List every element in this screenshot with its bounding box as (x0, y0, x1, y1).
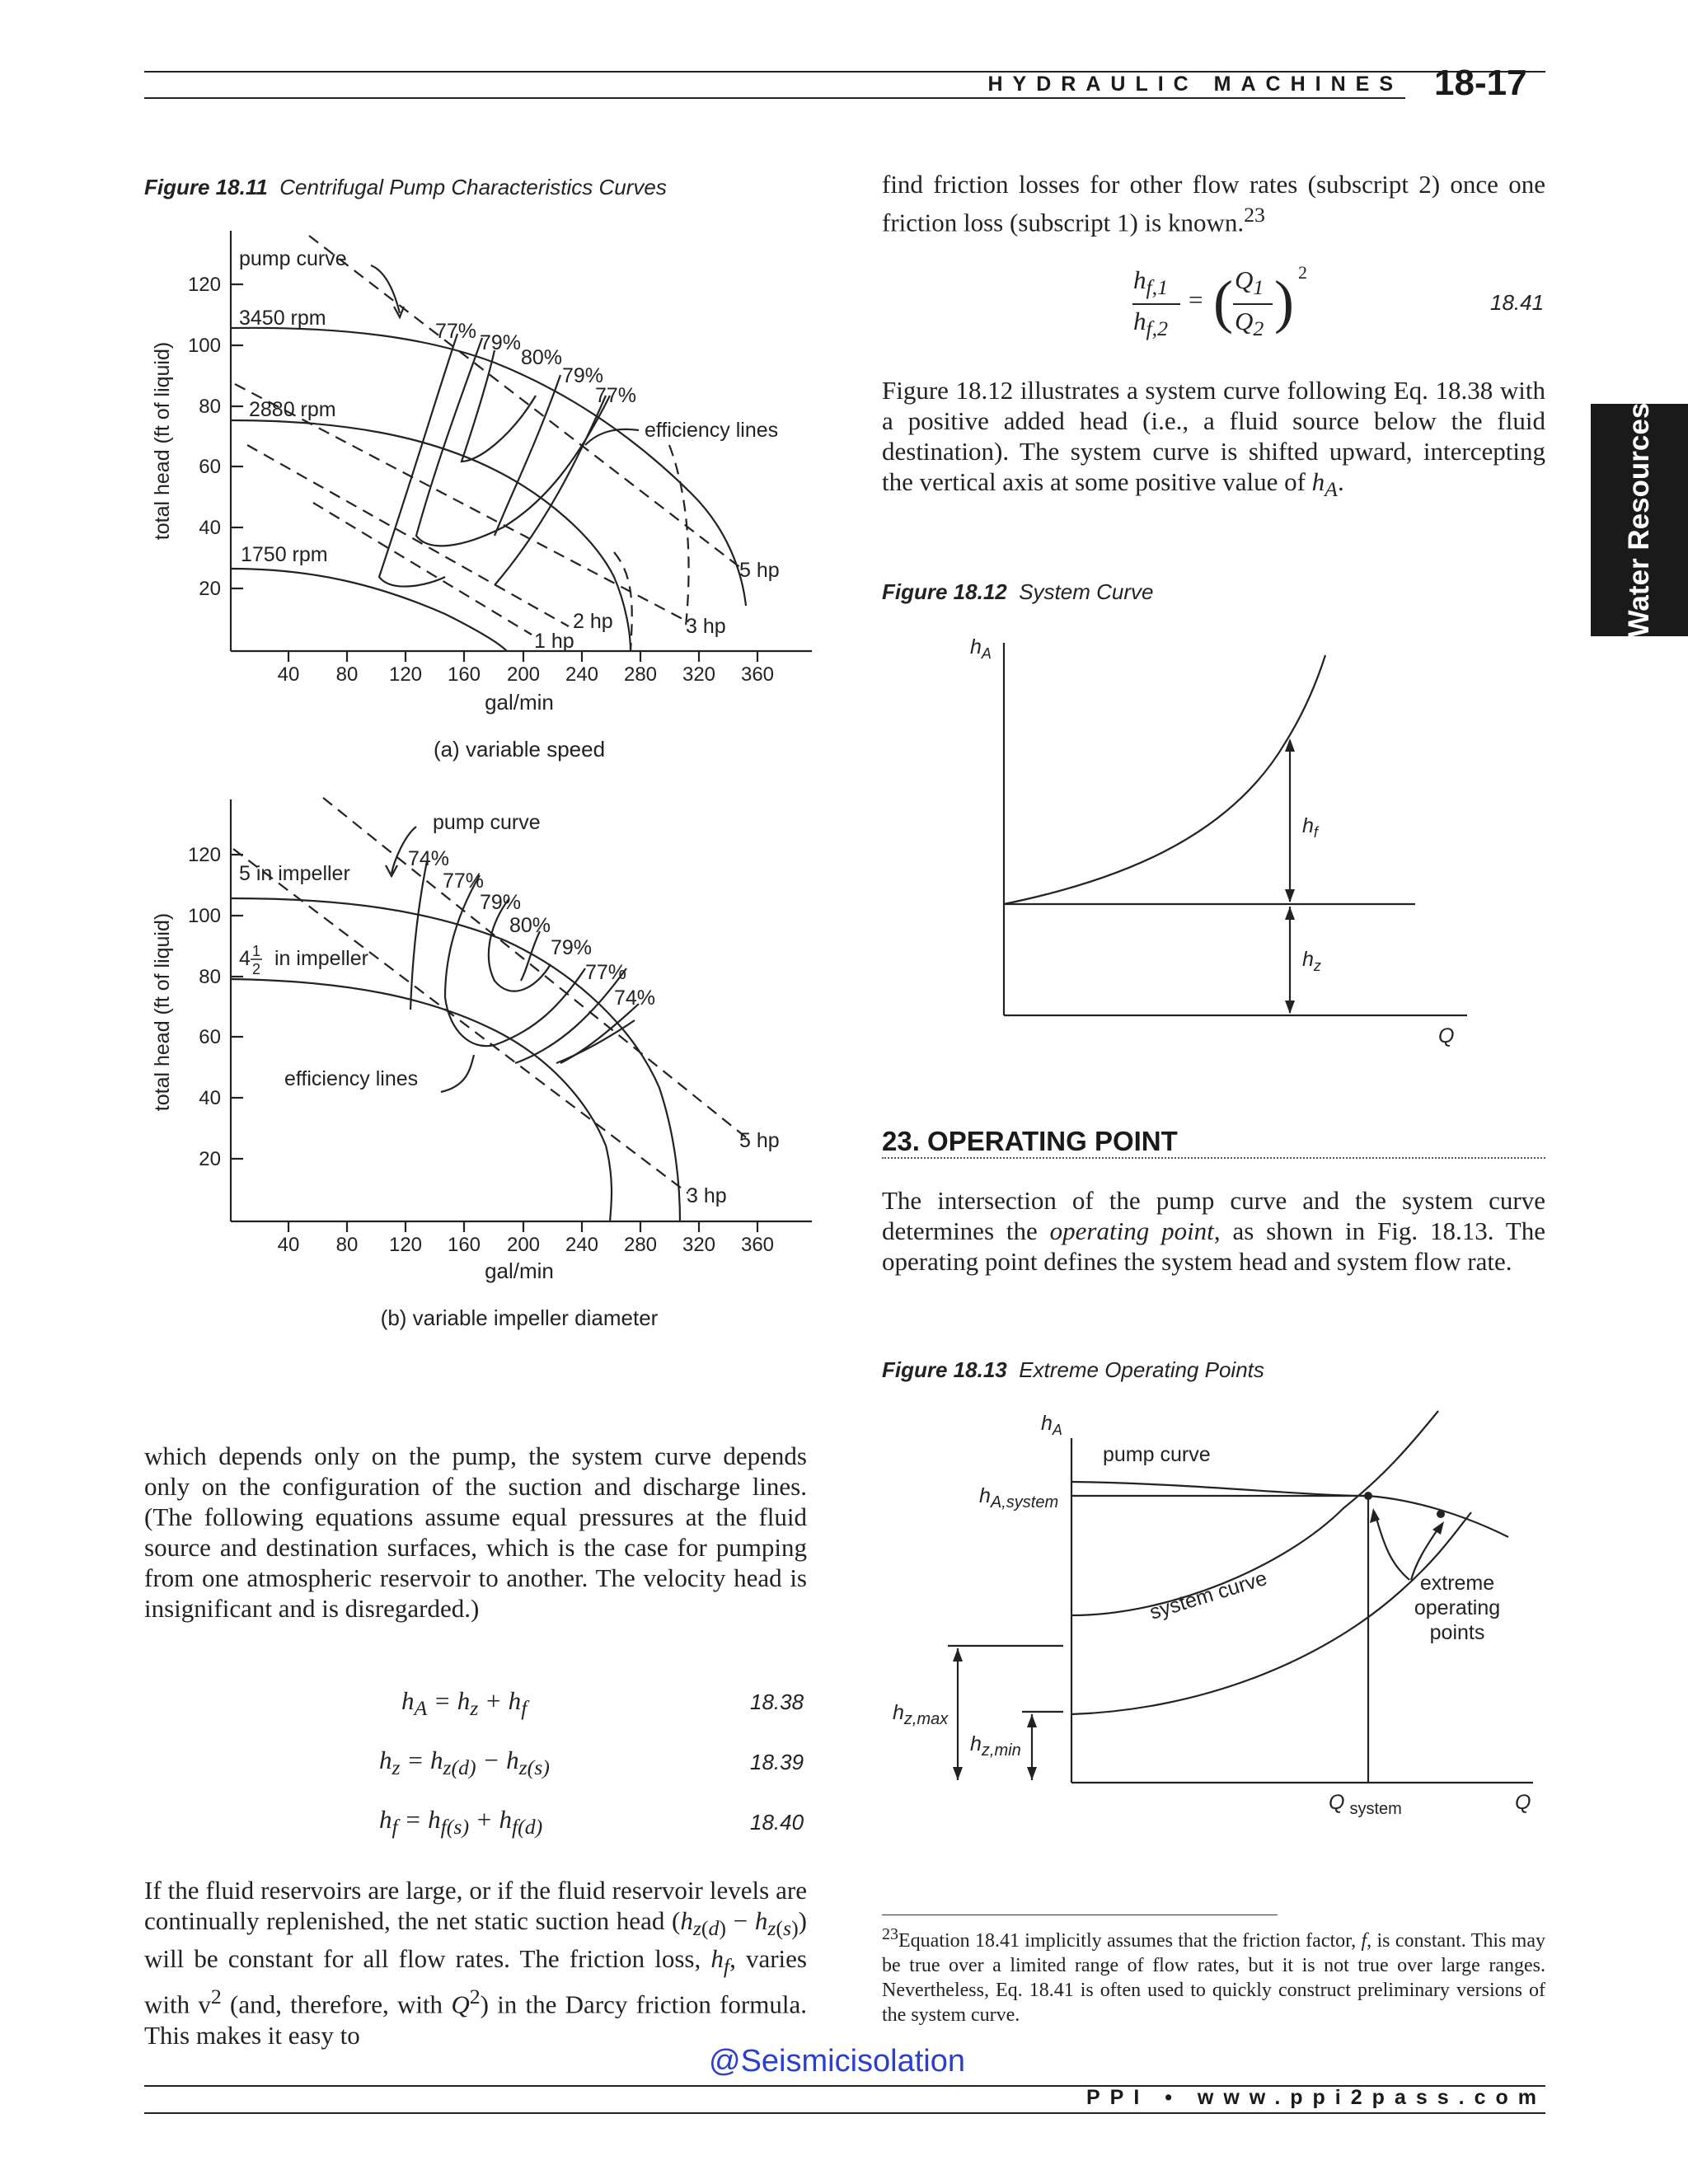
footnote-ref[interactable]: 23 (1244, 203, 1265, 227)
figure-18-13-chart (886, 1405, 1545, 1821)
label-2-hp: 2 hp (573, 610, 613, 633)
equation-18-41: $h_{f,1}$ $h_{f,2}$ = ( $Q_1$ $Q_2$ ) 2 (1133, 262, 1307, 341)
label-eff-74b: 74% (614, 987, 656, 1010)
text-run: (and, therefore, with (221, 1990, 452, 2019)
text-run: z,min (981, 1741, 1021, 1760)
x-tick-label: 160 (447, 663, 481, 686)
text-run: Q (1329, 1791, 1345, 1814)
x-tick-label: 360 (740, 663, 775, 686)
header-rule-bottom (144, 97, 1405, 99)
text-run: h (970, 1732, 982, 1755)
label-5-hp: 5 hp (739, 559, 780, 582)
right-paragraph-2: Figure 18.12 illustrates a system curve following Eq. 18.38 with a positive added head (i.e., a fluid source below the fluid destination). The system curve is shifted upward, intercepting the vertical axis at some positive value of $h_A$. (882, 376, 1545, 502)
label-extreme-1: extreme (1419, 1572, 1495, 1595)
pump-curve (1071, 1482, 1508, 1537)
text-run: h (970, 635, 982, 658)
figure-title: Centrifugal Pump Characteristics Curves (279, 175, 667, 199)
text-run: Equation 18.41 implicitly assumes that the friction factor, (898, 1930, 1362, 1952)
label-4-5-whole: 4 (239, 947, 251, 970)
text-run: h (979, 1484, 991, 1507)
text-run: If the fluid reservoirs are large, or if the fluid reservoir levels are continually replenished, the net static suction head ( (144, 1876, 807, 1935)
label-2880-rpm: 2880 rpm (249, 398, 336, 421)
x-tick-label: 240 (565, 663, 599, 686)
curve-2880-rpm (231, 420, 631, 651)
figure-18-12-caption (882, 579, 1153, 605)
eff-77-left (379, 334, 457, 587)
x-tick-label: 200 (506, 1234, 541, 1256)
text-run: ) in the Darcy friction formula. This makes it easy to (144, 1990, 807, 2050)
y-tick-label: 20 (199, 1148, 221, 1170)
label-system-curve: system curve (1146, 1566, 1270, 1624)
figure-label: Figure 18.13 (882, 1357, 1007, 1382)
x-tick-label: 40 (277, 1234, 300, 1256)
text-run: Figure 18.12 illustrates a system curve following Eq. 18.38 with a positive added head (i.e., a fluid source below the fluid destination). The system curve is shifted upward, intercepting the vertical axis at some positive value of (882, 376, 1545, 496)
label-3450-rpm: 3450 rpm (239, 307, 326, 330)
x-tick-label: 320 (682, 663, 716, 686)
text-run: f (1361, 1930, 1367, 1952)
y-axis-label: total head (ft of liquid) (151, 341, 174, 541)
figure-18-11-caption (144, 175, 667, 200)
curve-1750-rpm (231, 569, 507, 651)
y-tick-label: 120 (187, 274, 221, 296)
text-run: A (981, 645, 992, 662)
label-eff-77b: 77% (595, 384, 637, 407)
pump-curve-arrow (371, 265, 400, 313)
left-paragraph-2: If the fluid reservoirs are large, or if the fluid reservoir levels are continually replenished, the net static suction head $(h_{z(d)} - h_{z(s)})$ will be constant for all flow rates. The friction loss, $h_f$, varies with $v^2$ (and, therefore, with $Q^2$) in the Darcy friction formula. This makes it easy to (144, 1876, 807, 2050)
system-curve (1004, 655, 1325, 904)
x-axis-label: gal/min (485, 690, 554, 715)
label-3-hp: 3 hp (686, 615, 726, 638)
panel-a-caption: (a) variable speed (433, 737, 606, 762)
label-hz (1302, 948, 1321, 974)
footer-publisher[interactable]: PPI • www.ppi2pass.com (1085, 2086, 1546, 2109)
label-eff-79b: 79% (551, 936, 593, 959)
y-axis-label: total head (ft of liquid) (151, 912, 174, 1112)
curve-4-5-in-impeller (231, 979, 612, 1221)
text-run: system (1349, 1800, 1402, 1818)
text-run: , is constant. This may be true over a limited range of flow rates, but it is not true over large ranges. Nevertheless, Eq. 18.41 is often used to quickly construct preliminary versions of the system curve. (882, 1930, 1546, 2026)
operating-point-2 (1437, 1510, 1445, 1518)
label-extreme-2: operating (1414, 1596, 1501, 1619)
hp-line-5 (309, 236, 742, 569)
text-run: h (1302, 948, 1314, 971)
right-paragraph-1 (882, 169, 1545, 237)
label-eff-79b: 79% (562, 364, 604, 387)
text-run: f (1313, 824, 1318, 841)
x-tick-label: 80 (335, 1234, 359, 1256)
y-tick-label: 80 (199, 966, 221, 988)
figure-title: System Curve (1019, 579, 1154, 604)
text-run: z,max (903, 1710, 949, 1728)
y-tick-label: 40 (199, 1087, 221, 1109)
equation-18-38: $h_A = h_z + h_f$ (401, 1686, 528, 1721)
figure-18-12-chart (964, 630, 1475, 1063)
x-tick-label: 280 (623, 663, 658, 686)
text-run: operating point (1049, 1216, 1214, 1245)
label-eff-80: 80% (521, 346, 563, 369)
label-4-5-den: 2 (252, 961, 261, 977)
label-5-in-impeller: 5 in impeller (239, 862, 350, 885)
figure-18-11b-chart (140, 791, 824, 1335)
figure-label: Figure 18.11 (144, 175, 268, 199)
operating-point-1 (1364, 1492, 1372, 1500)
footer-rule-bottom (144, 2112, 1545, 2114)
text-run: A (1052, 1422, 1062, 1438)
y-tick-label: 120 (187, 844, 221, 866)
text-run: , as shown in Fig. 18.13. The operating point defines the system head and system flow rate. (882, 1216, 1545, 1276)
y-axis-label (1041, 1412, 1062, 1438)
x-tick-label: 80 (335, 663, 359, 686)
label-hf (1302, 814, 1320, 841)
label-eff-79a: 79% (480, 331, 522, 354)
label-eff-77a: 77% (435, 320, 477, 343)
side-tab-label: Water Resources (1623, 402, 1655, 638)
text-run: ) will be constant for all flow rates. The friction loss, (144, 1906, 807, 1974)
text-run: A,system (990, 1493, 1059, 1511)
running-title: HYDRAULIC MACHINES (987, 73, 1403, 96)
y-tick-label: 20 (199, 578, 221, 600)
label-4-5-text: in impeller (274, 947, 368, 970)
figure-18-11a-chart (140, 223, 824, 766)
hp-line-1 (313, 503, 532, 635)
x-tick-label: 280 (623, 1234, 658, 1256)
y-axis-label (970, 635, 992, 662)
right-paragraph-3 (882, 1185, 1545, 1277)
label-efficiency-lines: efficiency lines (645, 419, 779, 442)
left-paragraph-1: which depends only on the pump, the system curve depends only on the configuration of the suction and discharge lines. (The following equations assume equal pressures at the fluid source and destination surfaces, which is the case for pumping from one atmospheric reservoir to another. The velocity head is insignificant and is disregarded.) (144, 1441, 807, 1623)
equation-18-40: $h_f = h_{f(s)} + h_{f(d)}$ (379, 1805, 543, 1840)
label-hz-max (893, 1701, 949, 1728)
x-axis-label: Q (1515, 1791, 1531, 1814)
x-tick-label: 320 (682, 1234, 716, 1256)
label-1750-rpm: 1750 rpm (241, 543, 328, 566)
figure-title: Extreme Operating Points (1019, 1357, 1264, 1382)
label-eff-77a: 77% (443, 869, 485, 893)
text-run: , varies with v (144, 1944, 807, 2019)
y-tick-label: 100 (187, 335, 221, 357)
label-efficiency-lines: efficiency lines (284, 1067, 419, 1090)
label-eff-79a: 79% (480, 891, 522, 914)
equation-18-39: $h_z = h_{z(d)} - h_{z(s)}$ (379, 1746, 550, 1780)
equation-number: 18.38 (750, 1690, 804, 1714)
figure-label: Figure 18.12 (882, 579, 1007, 604)
equation-number: 18.39 (750, 1750, 804, 1774)
section-rule (882, 1157, 1545, 1159)
label-4-5-num: 1 (252, 943, 261, 959)
x-axis-label: gal/min (485, 1258, 554, 1283)
x-tick-label: 120 (388, 663, 423, 686)
x-tick-label: 360 (740, 1234, 775, 1256)
label-extreme-3: points (1429, 1621, 1485, 1644)
x-tick-label: 200 (506, 663, 541, 686)
system-curve-lower (1071, 1512, 1471, 1714)
y-tick-label: 80 (199, 396, 221, 418)
label-pump-curve: pump curve (239, 247, 347, 270)
equation-number: 18.41 (1490, 290, 1545, 315)
label-pump-curve: pump curve (433, 811, 541, 834)
y-tick-label: 100 (187, 905, 221, 927)
figure-18-13-caption (882, 1357, 1264, 1383)
text-run: h (1041, 1412, 1053, 1435)
label-h-system (979, 1484, 1058, 1511)
text-run: find friction losses for other flow rates (subscript 2) once one friction loss (subscript 1) is known. (882, 170, 1545, 237)
y-tick-label: 60 (199, 456, 221, 478)
text-run: h (1302, 814, 1314, 837)
side-tab-water-resources[interactable] (1591, 404, 1688, 636)
equation-number: 18.40 (750, 1810, 804, 1835)
efficiency-lines-arrow (585, 429, 639, 445)
y-tick-label: 60 (199, 1026, 221, 1048)
label-3-hp: 3 hp (687, 1184, 727, 1207)
label-q-system (1329, 1791, 1402, 1818)
text-run: The intersection of the pump curve and the system curve determines the (882, 1186, 1545, 1245)
page-number: 18-17 (1434, 63, 1527, 103)
footnote-number: 23 (882, 1925, 898, 1943)
y-tick-label: 40 (199, 517, 221, 539)
extreme-arrow-1 (1375, 1512, 1409, 1580)
watermark: @Seismicisolation (709, 2044, 966, 2079)
x-axis-label: Q (1438, 1024, 1455, 1047)
label-pump-curve: pump curve (1103, 1443, 1211, 1466)
text-run: z (1313, 958, 1321, 974)
x-tick-label: 40 (277, 663, 300, 686)
efficiency-lines-arrow (441, 1055, 474, 1092)
label-eff-77b: 77% (585, 961, 627, 984)
text-run: . (1337, 467, 1344, 496)
x-tick-label: 120 (388, 1234, 423, 1256)
section-title-operating-point: 23. OPERATING POINT (882, 1126, 1178, 1156)
label-1-hp: 1 hp (534, 630, 574, 653)
panel-b-caption: (b) variable impeller diameter (380, 1305, 659, 1330)
x-tick-label: 240 (565, 1234, 599, 1256)
text-run: h (893, 1701, 904, 1724)
x-tick-label: 160 (447, 1234, 481, 1256)
label-hz-min (970, 1732, 1021, 1760)
label-eff-74a: 74% (408, 847, 450, 870)
label-eff-80: 80% (509, 914, 551, 937)
label-5-hp: 5 hp (739, 1129, 780, 1152)
footnote-23 (882, 1922, 1545, 2027)
